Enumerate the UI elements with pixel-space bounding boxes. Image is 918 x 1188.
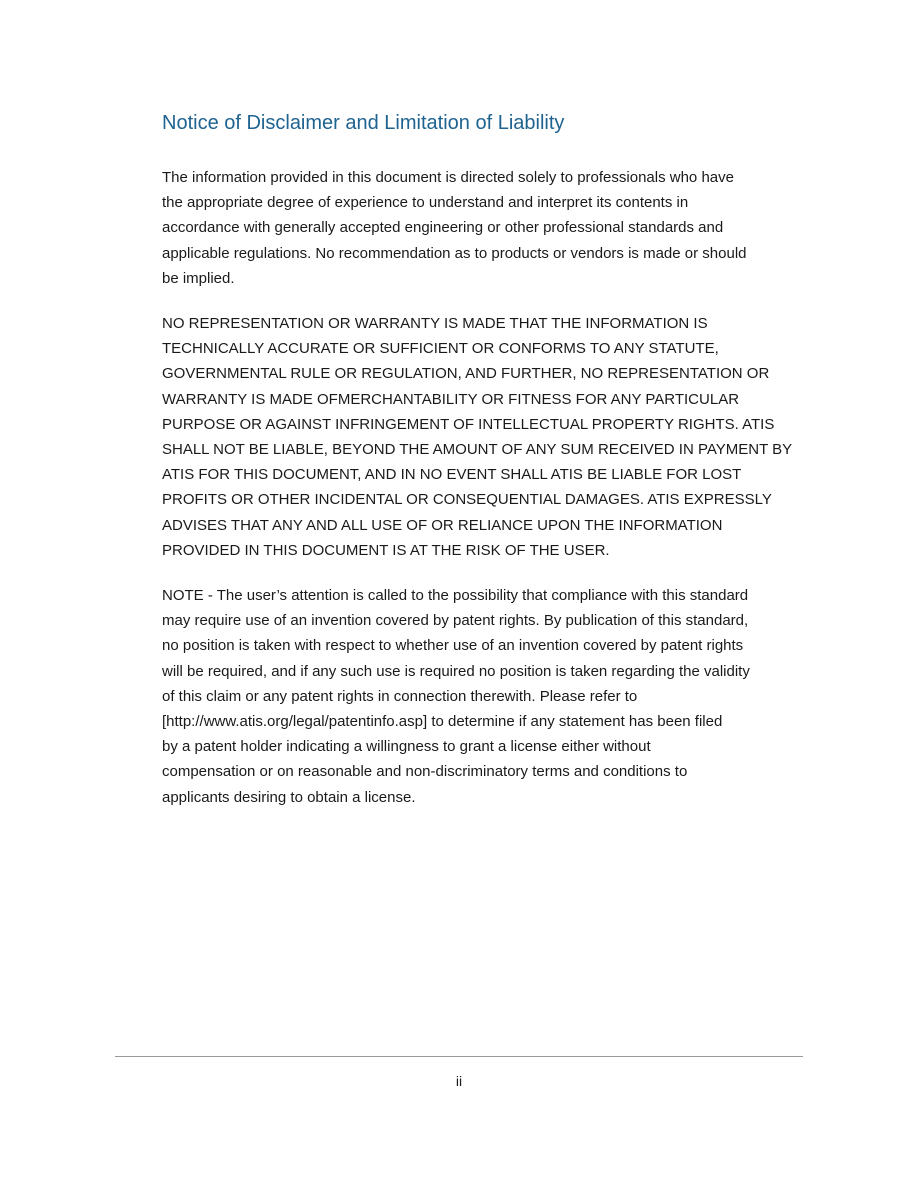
paragraph-line: NOTE - The user’s attention is called to the possibility that compliance with this standard	[162, 587, 749, 605]
paragraph-line: the appropriate degree of experience to understand and interpret its contents in	[162, 194, 689, 212]
paragraph-line: will be required, and if any such use is required no position is taken regarding the validity	[162, 662, 750, 680]
paragraph-line: PURPOSE OR AGAINST INFRINGEMENT OF INTELLECTUAL PROPERTY RIGHTS. ATIS	[162, 415, 775, 433]
paragraph-line: accordance with generally accepted engineering or other professional standards and	[162, 219, 724, 237]
paragraph-line: GOVERNMENTAL RULE OR REGULATION, AND FURTHER, NO REPRESENTATION OR	[162, 365, 770, 383]
paragraph-line: ADVISES THAT ANY AND ALL USE OF OR RELIANCE UPON THE INFORMATION	[162, 516, 723, 534]
page-title: Notice of Disclaimer and Limitation of Liability	[162, 112, 565, 134]
paragraph-line: applicable regulations. No recommendation as to products or vendors is made or should	[162, 244, 747, 262]
paragraph-line: [http://www.atis.org/legal/patentinfo.asp] to determine if any statement has been filed	[162, 713, 723, 731]
paragraph-line: by a patent holder indicating a willingness to grant a license either without	[162, 738, 651, 756]
paragraph-line: compensation or on reasonable and non-discriminatory terms and conditions to	[162, 763, 688, 781]
paragraph-line: ATIS FOR THIS DOCUMENT, AND IN NO EVENT SHALL ATIS BE LIABLE FOR LOST	[162, 466, 742, 484]
paragraph-line: of this claim or any patent rights in connection therewith. Please refer to	[162, 687, 638, 705]
paragraph-line: NO REPRESENTATION OR WARRANTY IS MADE THAT THE INFORMATION IS	[162, 315, 708, 333]
page-number: ii	[455, 1073, 463, 1089]
paragraph-line: be implied.	[162, 269, 235, 287]
paragraph-line: SHALL NOT BE LIABLE, BEYOND THE AMOUNT OF ANY SUM RECEIVED IN PAYMENT BY	[162, 441, 793, 459]
paragraph-line: PROFITS OR OTHER INCIDENTAL OR CONSEQUENTIAL DAMAGES. ATIS EXPRESSLY	[162, 491, 772, 509]
document-content	[162, 108, 812, 830]
paragraph-line: PROVIDED IN THIS DOCUMENT IS AT THE RISK OF THE USER.	[162, 541, 610, 559]
paragraph-warranty	[162, 311, 812, 563]
paragraph-line: WARRANTY IS MADE OFMERCHANTABILITY OR FITNESS FOR ANY PARTICULAR	[162, 390, 740, 408]
footer-divider	[115, 1056, 803, 1057]
paragraph-line: The information provided in this document is directed solely to professionals who have	[162, 169, 734, 186]
paragraph-intro	[162, 165, 812, 291]
paragraph-patent-note	[162, 583, 812, 810]
paragraph-line: TECHNICALLY ACCURATE OR SUFFICIENT OR CONFORMS TO ANY STATUTE,	[162, 340, 719, 358]
paragraph-line: no position is taken with respect to whether use of an invention covered by patent rights	[162, 637, 744, 655]
paragraph-line: may require use of an invention covered by patent rights. By publication of this standard,	[162, 612, 749, 630]
paragraph-line: applicants desiring to obtain a license.	[162, 788, 416, 806]
